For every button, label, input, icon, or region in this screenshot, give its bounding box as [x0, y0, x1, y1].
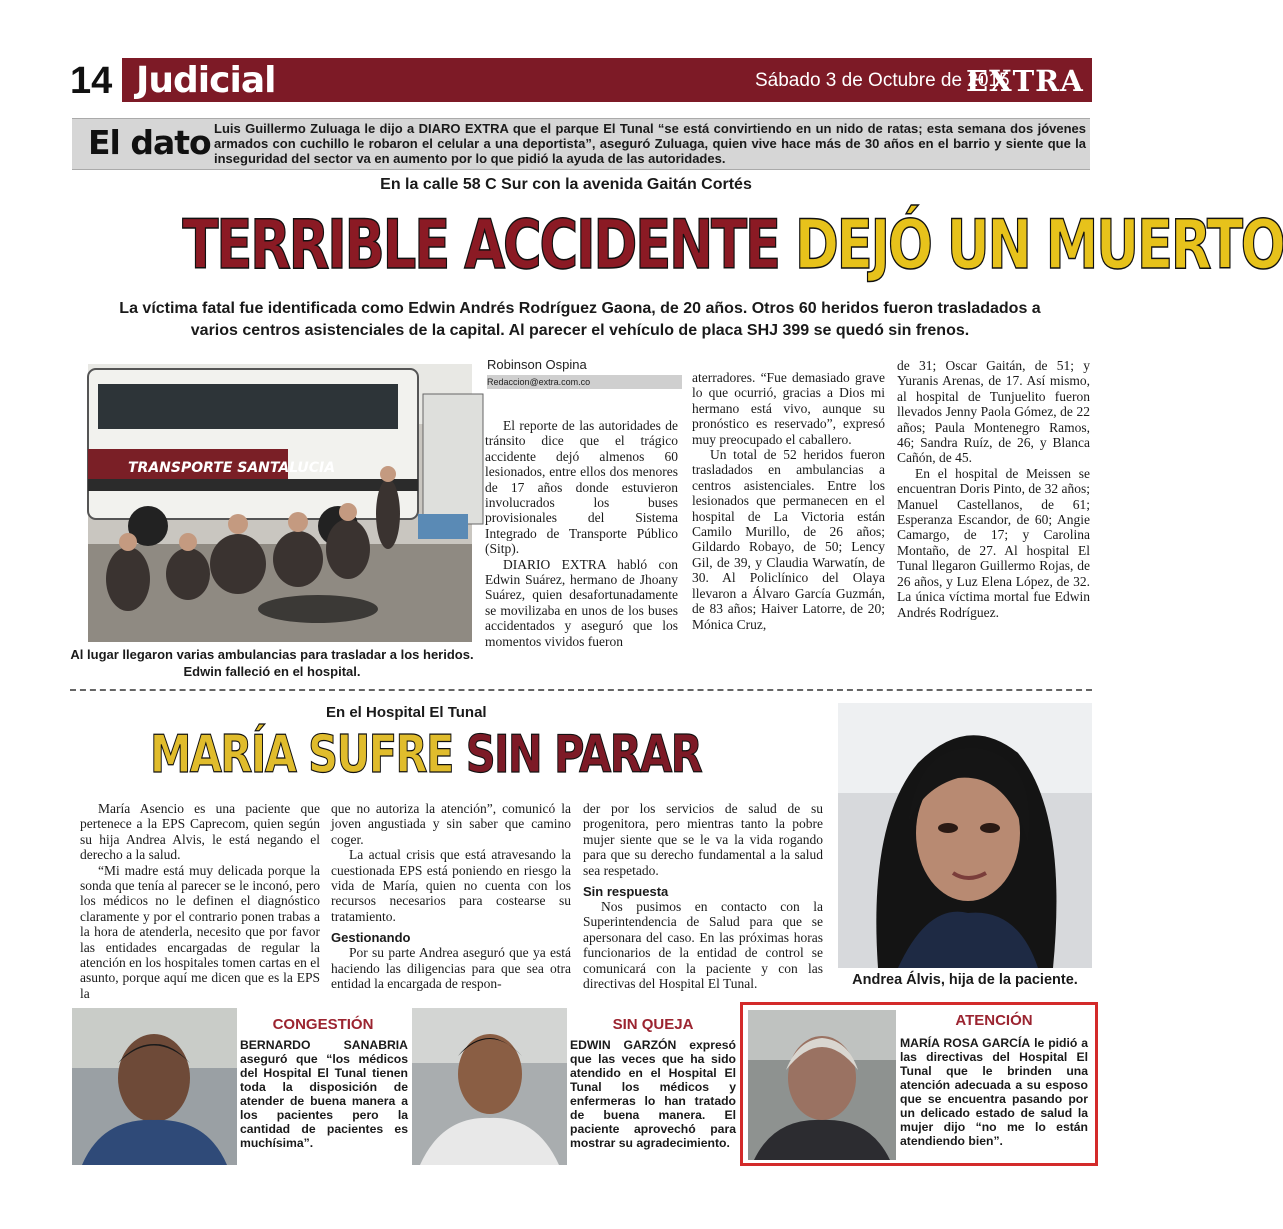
andrea-photo-illustration	[838, 703, 1092, 968]
quote-name: BERNARDO SANABRIA	[240, 1038, 408, 1052]
quote-text-maria-rosa	[900, 1036, 1088, 1148]
story1-deck: La víctima fatal fue identificada como Edwin Andrés Rodríguez Gaona, de 20 años. Otros 60 heridos fueron trasladados a varios centros asistenciales de la capital. Al parecer el vehículo de placa SHJ 399 se quedó sin frenos.	[119, 300, 1041, 339]
el-dato-text: Luis Guillermo Zuluaga le dijo a DIARO EXTRA que el parque El Tunal “se está convirtiendo en un nido de ratas; esta semana dos jóvenes armados con cuchillo le robaron el celular a una deportista”, aseguró Zuluaga, quien vive hace más de 30 años en el barrio y siente que la inseguridad del sector va en aumento por lo que pidió la ayuda de las autoridades.	[214, 121, 1086, 166]
story1-column-1	[485, 418, 678, 649]
andrea-photo	[838, 703, 1092, 968]
maria-rosa-photo-illustration	[748, 1010, 896, 1160]
byline: Robinson Ospina	[487, 357, 587, 372]
bernardo-photo	[72, 1008, 237, 1165]
story2-column-3	[583, 801, 823, 991]
section-divider	[70, 689, 1092, 691]
quote-title-congestion: CONGESTIÓN	[272, 1016, 374, 1033]
paragraph: En el hospital de Meissen se encuentran Doris Pinto, de 32 años; Manuel Castellanos, de 61; Esperanza Escandor, de 60; Angie Camargo, de 17; y Carolina Montaño, de 27. Al hospital El Tunal llegaron Guillermo Rojas, de 26 años, y Luz Elena López, de 32. La única víctima mortal fue Edwin Andrés Rodríguez.	[897, 465, 1090, 620]
story1-column-3	[897, 358, 1090, 620]
paragraph: Un total de 52 heridos fueron trasladados en ambulancias a centros asistenciales. Entre los lesionados que permanecen en el hospital de La Victoria están Camilo Murillo, de 26 años; Gildardo Robayo, de 50; Lency Gil, de 39, y Claudia Warwatín, de 30. Al Policlínico del Olaya llevaron a Álvaro García Guzmán, de 83 años; Haiver Latorre, de 20; Mónica Cruz,	[692, 447, 885, 632]
quote-name: EDWIN GARZÓN	[570, 1038, 677, 1052]
paragraph: El reporte de las autoridades de tránsito dice que el trágico accidente dejó almenos 60 lesionados, entre ellos dos menores de 17 años donde estuvieron involucrados los buses provisionales del Sistema Integrado de Transporte Público (Sitp).	[485, 418, 678, 557]
paragraph: La actual crisis que está atravesando la cuestionada EPS está poniendo en riesgo la vida de María, quien no cuenta con los recursos necesarios para costearse su tratamiento.	[331, 847, 571, 924]
issue-date: Sábado 3 de Octubre de 2015	[755, 70, 1010, 91]
accident-photo-illustration	[88, 364, 472, 642]
paragraph: “Mi madre está muy delicada porque la sonda que tenía al parecer se le inconó, pero los médicos no le definen el diagnóstico claramente y por el contrario ponen trabas a la hora de atenderla, necesito que por favor las entidades encargadas de regular la atención en los hospitales tomen cartas en el asunto, porque aquí me dicen que es la EPS la	[80, 862, 320, 1001]
story2-headline-part2: SIN PARAR	[465, 725, 702, 785]
paragraph: que no autoriza la atención”, comunicó la joven angustiada y sin saber que camino coger.	[331, 801, 571, 847]
bernardo-photo-illustration	[72, 1008, 237, 1165]
quote-body: aseguró que “los médicos del Hospital El Tunal tienen toda la disposición de atender de buena manera a los pacientes pero la cantidad de pacientes es muchísima”.	[240, 1052, 408, 1150]
quote-text-bernardo	[240, 1038, 408, 1150]
accident-photo	[88, 364, 472, 642]
byline-email: Redaccion@extra.com.co	[487, 375, 682, 389]
story1-kicker: En la calle 58 C Sur con la avenida Gaitán Cortés	[380, 176, 752, 193]
paragraph: DIARIO EXTRA habló con Edwin Suárez, hermano de Jhoany Suárez, quien desafortunadamente se movilizaba en unos de los buses accidentados y aseguró que los momentos vividos fueron	[485, 556, 678, 649]
paragraph: Nos pusimos en contacto con la Superintendencia de Salud para que se apersonara del caso. En las próximas horas funcionarios de la entidad de control se comunicará con la paciente y con las directivas del Hospital El Tunal.	[583, 899, 823, 992]
story2-column-1	[80, 801, 320, 1001]
quote-body: expresó que las veces que ha sido atendido en el Hospital El Tunal los médicos y enfermeras lo han tratado de buena manera. El paciente aprovechó para mostrar su agradecimiento.	[570, 1038, 736, 1150]
story1-headline-red: TERRIBLE ACCIDENTE	[182, 206, 779, 285]
section-title: Judicial	[136, 60, 276, 101]
accident-photo-caption: Al lugar llegaron varias ambulancias para trasladar a los heridos. Edwin falleció en el hospital.	[70, 647, 474, 679]
story1-column-2	[692, 370, 885, 632]
story2-headline-part1: MARÍA SUFRE	[150, 725, 453, 785]
paragraph: de 31; Oscar Gaitán, de 51; y Yuranis Arenas, de 17. Así mismo, al hospital de Tunjuelito fueron llevados Jenny Paola Gómez, de 22 años; Paula Montenegro Ramos, 46; Sandra Ruíz, de 26, y Blanca Cañón, de 45.	[897, 358, 1090, 466]
quote-title-sin-queja: SIN QUEJA	[612, 1016, 694, 1033]
paragraph: Por su parte Andrea aseguró que ya está haciendo las diligencias para que sea otra entidad la encargada de respon-	[331, 945, 571, 992]
story2-kicker: En el Hospital El Tunal	[326, 704, 487, 721]
quote-text-edwin	[570, 1038, 736, 1150]
story2-column-2	[331, 801, 571, 991]
maria-rosa-photo	[748, 1010, 896, 1160]
edwin-photo	[412, 1008, 567, 1165]
story1-headline	[182, 206, 1283, 285]
subhead-gestionando: Gestionando	[331, 930, 411, 946]
quote-name: MARÍA ROSA GARCÍA	[900, 1036, 1031, 1050]
quote-body: le pidió a las directivas del Hospital El Tunal que le brinden una atención adecuada a su esposo que se encuentra pasando por un delicado estado de salud la mujer dijo “no me lo están atendiendo bien”.	[900, 1036, 1089, 1148]
paragraph: der por los servicios de salud de su progenitora, pero mientras tanto la pobre mujer siente que se le va la vida rogando para que su derecho fundamental a la salud sea respetado.	[583, 801, 823, 878]
brand-logo: EXTRA	[966, 64, 1084, 98]
bus-label: TRANSPORTE SANTALUCIA	[128, 460, 336, 476]
edwin-photo-illustration	[412, 1008, 567, 1165]
paragraph: María Asencio es una paciente que pertenece a la EPS Caprecom, quien según su hija Andrea Alvis, le está negando el derecho a la salud.	[80, 801, 320, 863]
story2-headline	[150, 724, 701, 786]
quote-title-atencion: ATENCIÓN	[955, 1012, 1033, 1029]
page-number: 14	[70, 58, 122, 102]
el-dato-label: El dato	[88, 123, 211, 162]
paragraph: aterradores. “Fue demasiado grave lo que ocurrió, gracias a Dios mi hermano está vivo, aunque su pronóstico es reservado”, expresó muy preocupado el caballero.	[692, 370, 885, 447]
story1-headline-yellow: DEJÓ UN MUERTO	[794, 206, 1283, 285]
andrea-photo-caption: Andrea Álvis, hija de la paciente.	[852, 972, 1078, 988]
subhead-sin-respuesta: Sin respuesta	[583, 884, 669, 900]
